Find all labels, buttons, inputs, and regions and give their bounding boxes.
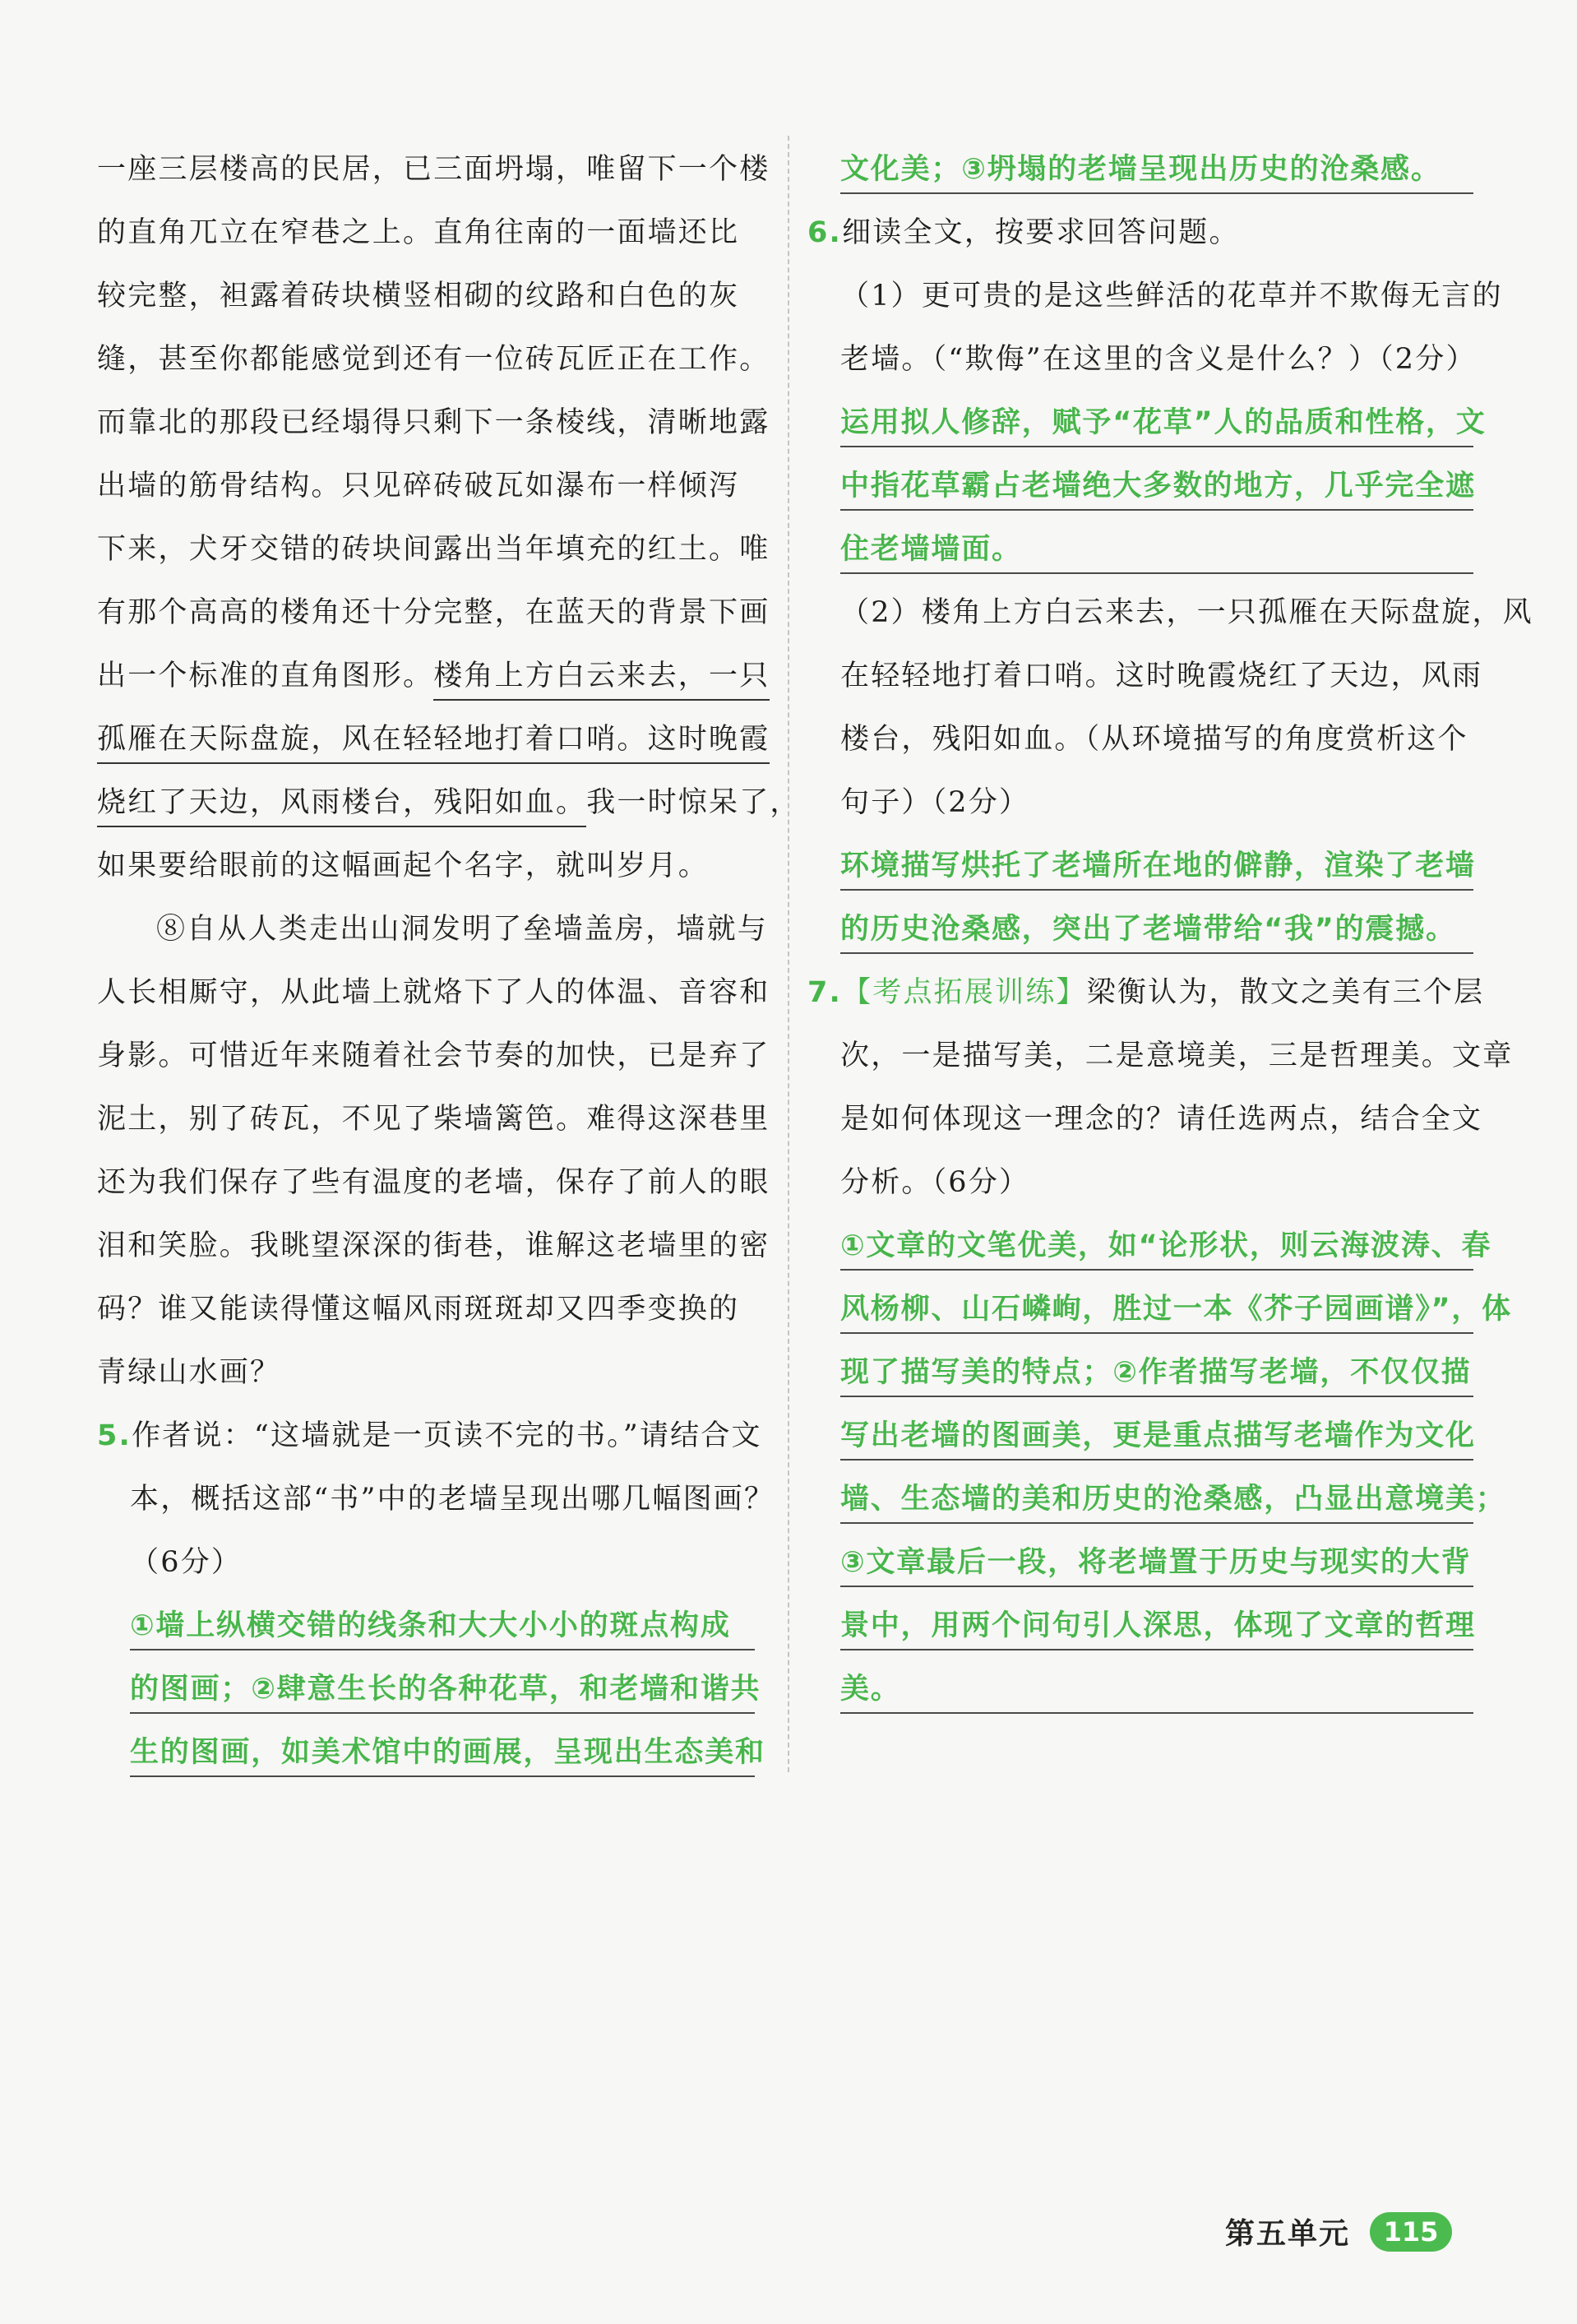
- underlined-sentence: 孤雁在天际盘旋，风在轻轻地打着口哨。这时晚霞: [97, 716, 770, 764]
- question-line: （2）楼角上方白云来去，一只孤雁在天际盘旋，风: [840, 596, 1533, 629]
- column-divider: [788, 136, 789, 1772]
- answer-line: ①墙上纵横交错的线条和大大小小的斑点构成: [97, 1595, 755, 1658]
- question-line: （1）更可贵的是这些鲜活的花草并不欺侮无言的: [840, 280, 1503, 312]
- question-number: 6.: [807, 216, 843, 249]
- text-line: 泪和笑脸。我眺望深深的街巷，谁解这老墙里的密: [97, 1229, 770, 1262]
- question-line: 分析。（6分）: [840, 1166, 1030, 1199]
- question-line: 是如何体现这一理念的？请任选两点，结合全文: [840, 1103, 1483, 1136]
- text-line: 缝，甚至你都能感觉到还有一位砖瓦匠正在工作。: [97, 343, 770, 376]
- text-line: 如果要给眼前的这幅画起个名字，就叫岁月。: [97, 850, 710, 882]
- question-6-1: [840, 265, 1503, 391]
- text-line: 有那个高高的楼角还十分完整，在蓝天的背景下画: [97, 596, 770, 629]
- answer-line: 景中，用两个问句引人深思，体现了文章的哲理: [840, 1595, 1473, 1658]
- text-line: 一座三层楼高的民居，已三面坍塌，唯留下一个楼: [97, 153, 770, 186]
- question-7-line: 7.【考点拓展训练】梁衡认为，散文之美有三个层: [807, 976, 1485, 1009]
- question-6-2-answer: [840, 835, 1476, 961]
- question-6-2: [840, 581, 1533, 835]
- answer-line: 美。: [840, 1658, 1473, 1721]
- text-line: 出墙的筋骨结构。只见碎砖破瓦如瀑布一样倾泻: [97, 470, 740, 502]
- answer-line: 运用拟人修辞，赋予“花草”人的品质和性格，文: [840, 391, 1473, 455]
- question-7: [840, 1025, 1514, 1215]
- underlined-sentence: 楼角上方白云来去，一只: [433, 653, 770, 701]
- page-footer: [1225, 2211, 1452, 2252]
- question-5-answer: [97, 1595, 765, 1785]
- answer-line: 环境描写烘托了老墙所在地的僻静，渲染了老墙: [840, 835, 1473, 898]
- question-line: 句子）（2分）: [840, 786, 1030, 819]
- answer-line: 风杨柳、山石嶙峋，胜过一本《芥子园画谱》”，体: [840, 1278, 1473, 1341]
- text-line: ⑧自从人类走出山洞发明了垒墙盖房，墙就与: [156, 913, 769, 946]
- answer-line: 墙、生态墙的美和历史的沧桑感，凸显出意境美；: [840, 1468, 1473, 1531]
- text-line: 下来，犬牙交错的砖块间露出当年填充的红土。唯: [97, 533, 770, 566]
- text-line: 而靠北的那段已经塌得只剩下一条棱线，清晰地露: [97, 406, 770, 439]
- text-line: 烧红了天边，风雨楼台，残阳如血。我一时惊呆了，: [97, 771, 755, 835]
- text-line: 还为我们保存了些有温度的老墙，保存了前人的眼: [97, 1166, 770, 1199]
- topic-tag: 【考点拓展训练】: [842, 976, 1087, 1009]
- paragraph-8: [97, 898, 770, 1405]
- question-line: 次，一是描写美，二是意境美，三是哲理美。文章: [840, 1039, 1514, 1072]
- question-number: 5.: [97, 1419, 132, 1452]
- answer-line: 写出老墙的图画美，更是重点描写老墙作为文化: [840, 1405, 1473, 1468]
- question-line: 老墙。（“欺侮”在这里的含义是什么？）（2分）: [840, 343, 1477, 376]
- question-line: 在轻轻地打着口哨。这时晚霞烧红了天边，风雨: [840, 660, 1483, 692]
- answer-line: 住老墙墙面。: [840, 518, 1473, 581]
- answer-line: 的图画；②肆意生长的各种花草，和老墙和谐共: [97, 1658, 755, 1721]
- answer-line: 的历史沧桑感，突出了老墙带给“我”的震撼。: [840, 898, 1473, 961]
- page-number-badge: 115: [1370, 2212, 1452, 2252]
- answer-line: 中指花草霸占老墙绝大多数的地方，几乎完全遮: [840, 455, 1473, 518]
- right-column: [807, 138, 1533, 1721]
- paragraph-7: [97, 138, 770, 645]
- answer-line: 现了描写美的特点；②作者描写老墙，不仅仅描: [840, 1341, 1473, 1405]
- question-5-line: 5.作者说：“这墙就是一页读不完的书。”请结合文: [97, 1419, 762, 1452]
- text-line: 青绿山水画？: [97, 1356, 281, 1389]
- underlined-sentence: 烧红了天边，风雨楼台，残阳如血。: [97, 780, 586, 827]
- question-5-line: （6分）: [130, 1546, 243, 1579]
- text-line: [97, 708, 770, 771]
- text-line: 的直角兀立在窄巷之上。直角往南的一面墙还比: [97, 216, 740, 249]
- text-line: 较完整，袒露着砖块横竖相砌的纹路和白色的灰: [97, 280, 740, 312]
- question-6-1-answer: [840, 391, 1487, 581]
- answer-line: 生的图画，如美术馆中的画展，呈现出生态美和: [97, 1721, 755, 1785]
- text-line: 出一个标准的直角图形。楼角上方白云来去，一只: [97, 645, 755, 708]
- answer-line: ③文章最后一段，将老墙置于历史与现实的大背: [840, 1531, 1473, 1595]
- question-6-stem: 6.细读全文，按要求回答问题。: [807, 216, 1240, 249]
- question-line: 楼台，残阳如血。（从环境描写的角度赏析这个: [840, 723, 1468, 756]
- text-line: 身影。可惜近年来随着社会节奏的加快，已是弃了: [97, 1039, 770, 1072]
- answer-line: 文化美；③坍塌的老墙呈现出历史的沧桑感。: [840, 138, 1473, 201]
- question-number: 7.: [807, 976, 843, 1009]
- question-7-answer: [840, 1215, 1512, 1721]
- text-line: 人长相厮守，从此墙上就烙下了人的体温、音容和: [97, 976, 770, 1009]
- text-line: 码？谁又能读得懂这幅风雨斑斑却又四季变换的: [97, 1293, 740, 1326]
- unit-label: 第五单元: [1225, 2217, 1351, 2251]
- text-line: 泥土，别了砖瓦，不见了柴墙篱笆。难得这深巷里: [97, 1103, 770, 1136]
- left-column: [97, 138, 801, 1785]
- question-5-line: 本，概括这部“书”中的老墙呈现出哪几幅图画？: [130, 1483, 775, 1516]
- answer-line: ①文章的文笔优美，如“论形状，则云海波涛、春: [840, 1215, 1473, 1278]
